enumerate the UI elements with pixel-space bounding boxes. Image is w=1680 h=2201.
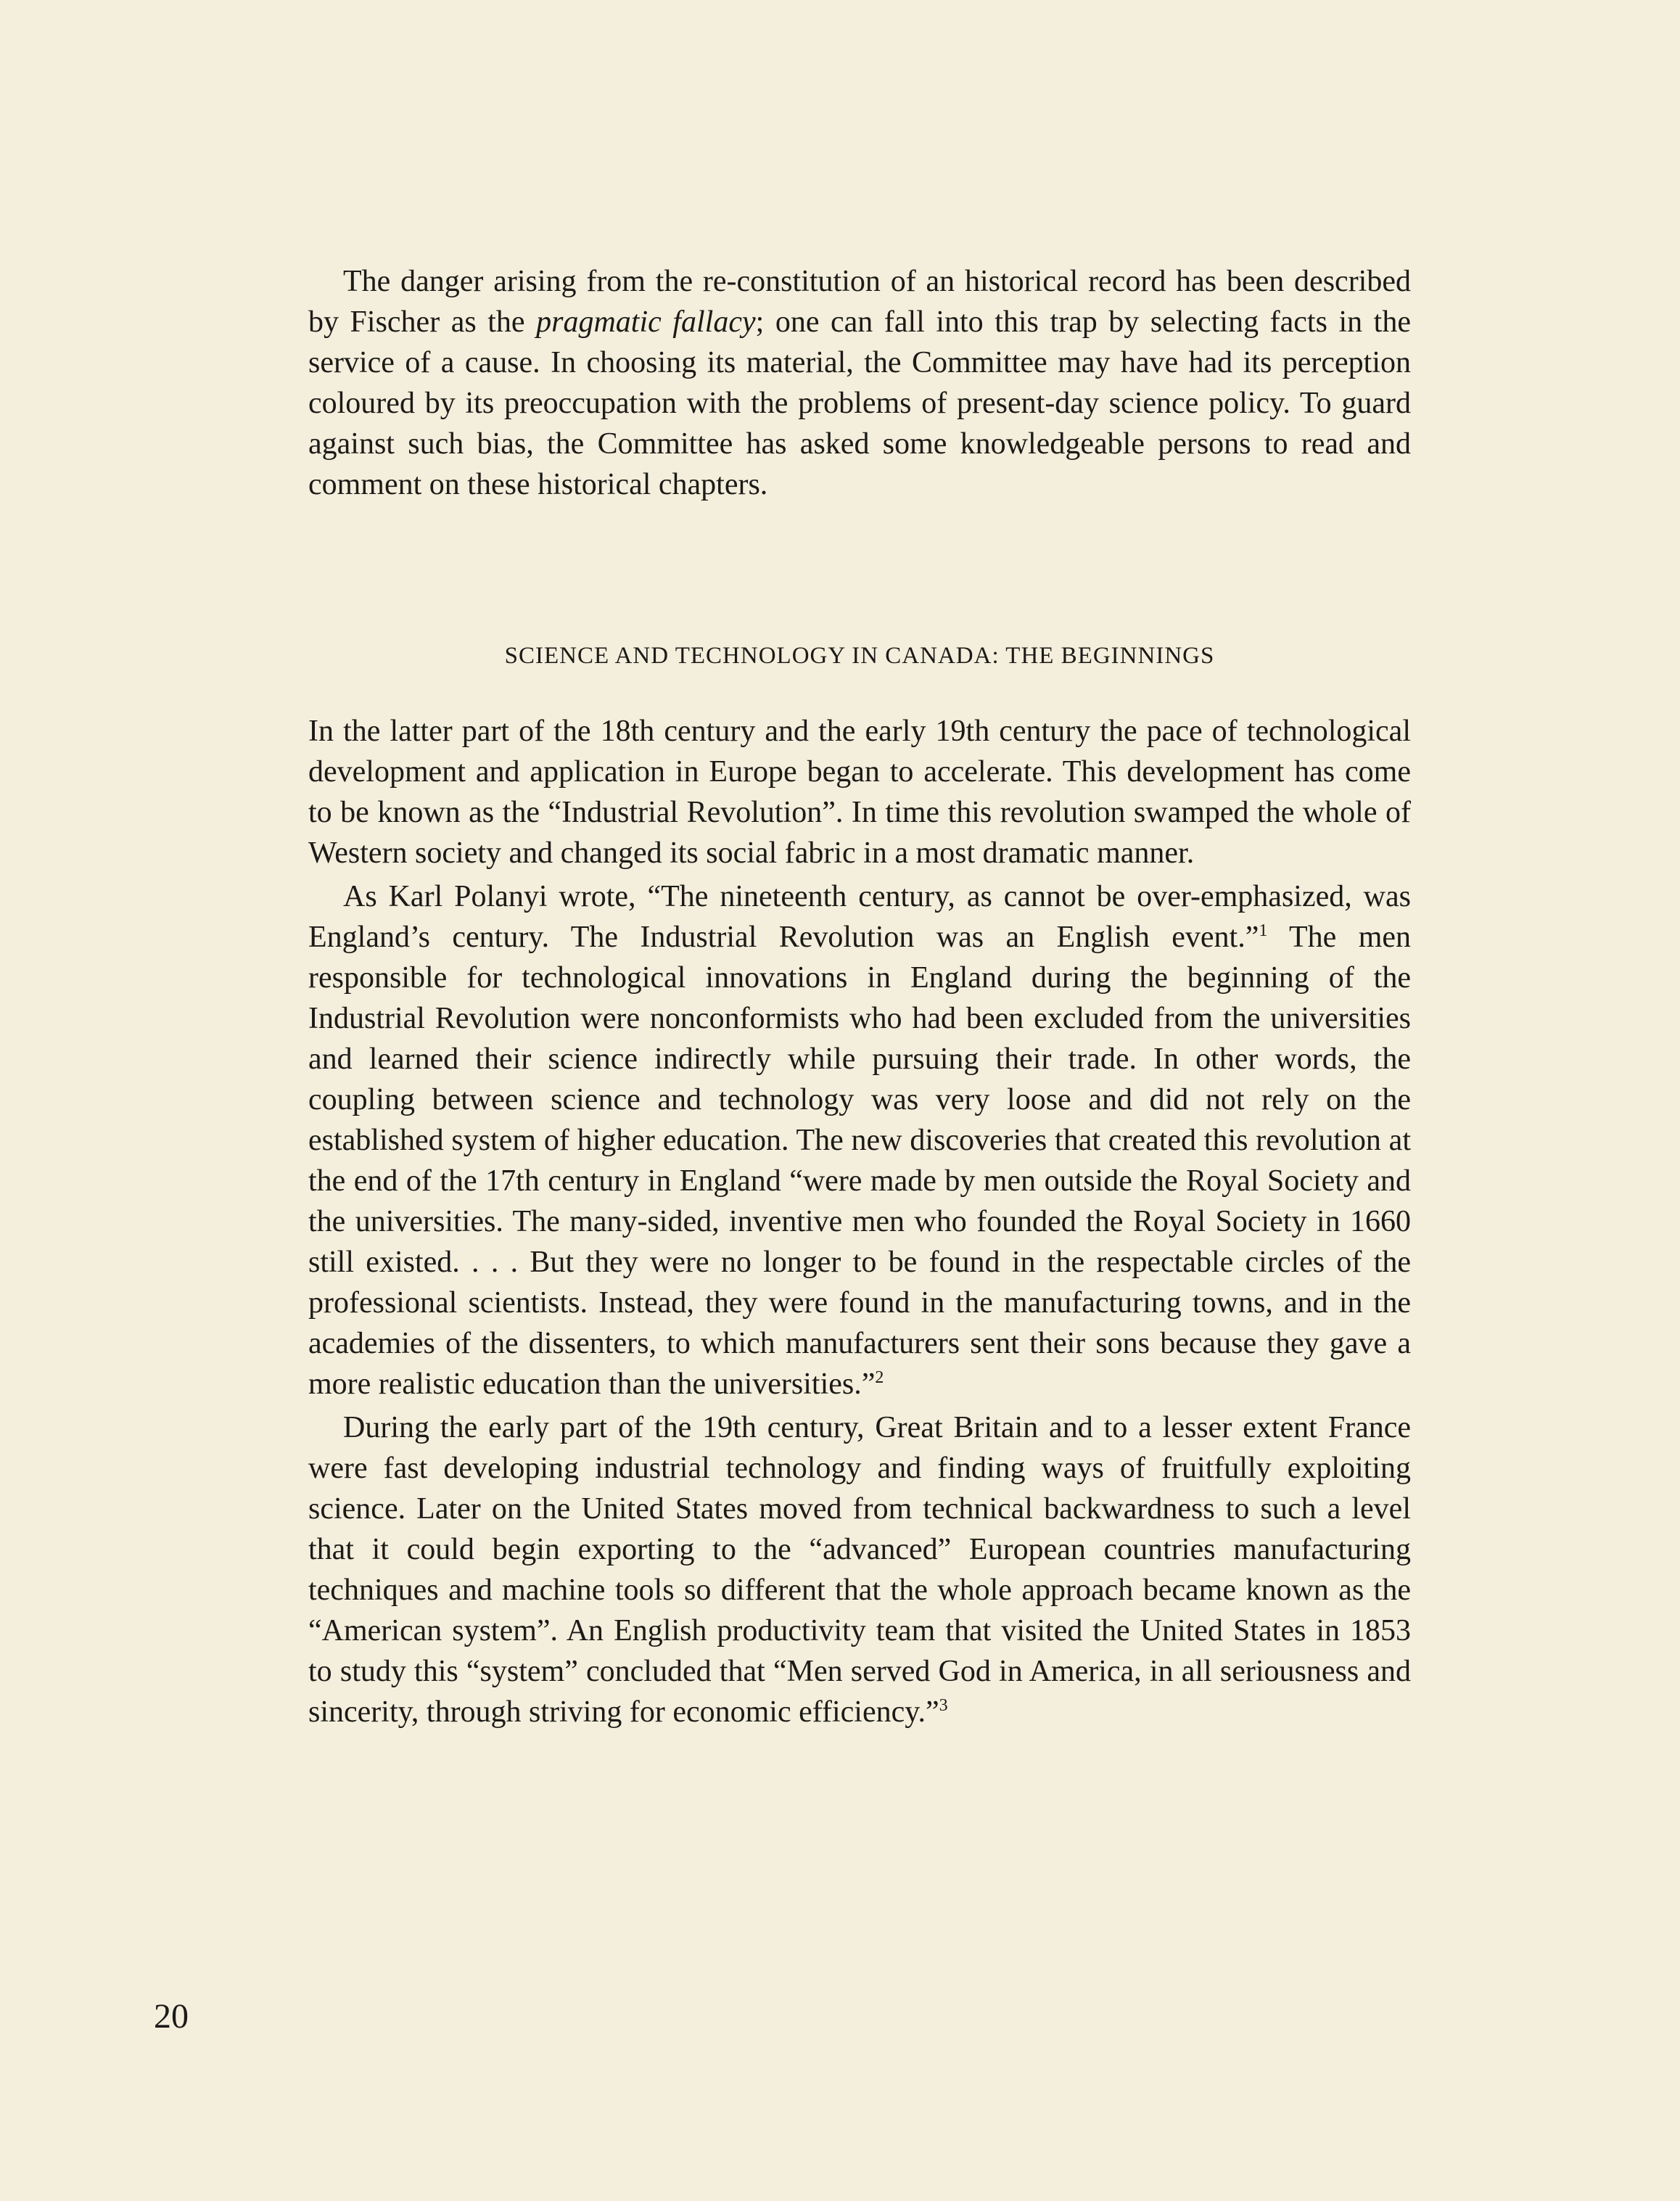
- intro-text-start: The danger arising from the re-constitution of an historical record has been described by Fischer as the: [308, 265, 1411, 339]
- paragraph-american-system: [308, 1407, 1411, 1732]
- intro-paragraph: [308, 261, 1411, 505]
- intro-paragraph-block: [308, 261, 1411, 505]
- footnote-marker-3: 3: [939, 1696, 948, 1715]
- paragraph-industrial-revolution: In the latter part of the 18th century and the early 19th century the pace of technological development and application in Europe began to accelerate. This development has come to be known as the “Industrial Revolution”. In time this revolution swamped the whole of Western society and changed its social fabric in a most dramatic manner.: [308, 715, 1411, 870]
- section-heading: SCIENCE AND TECHNOLOGY IN CANADA: THE BEGINNINGS: [504, 643, 1215, 669]
- polanyi-text-part-1: As Karl Polanyi wrote, “The nineteenth century, as cannot be over-emphasized, was England’s century. The Industrial Revolution was an English event.”: [308, 880, 1411, 954]
- intro-text-end: ; one can fall into this trap by selecting facts in the service of a cause. In choosing its material, the Committee may have had its perception coloured by its preoccupation with the problems of present-day science policy. To guard against such bias, the Committee has asked some knowledgeable persons to read and comment on these historical chapters.: [308, 305, 1411, 501]
- paragraph-polanyi: [308, 876, 1411, 1404]
- intro-emphasis: pragmatic fallacy: [536, 305, 756, 339]
- body-text-block: [308, 711, 1411, 1732]
- footnote-marker-1: 1: [1259, 921, 1268, 940]
- american-system-text: During the early part of the 19th century, Great Britain and to a lesser extent France were fast developing industrial technology and finding ways of fruitfully exploiting science. Later on the United States moved from technical backwardness to such a level that it could begin exporting to the “advanced” European countries manufacturing techniques and machine tools so different that the whole approach became known as the “American system”. An English productivity team that visited the United States in 1853 to study this “system” concluded that “Men served God in America, in all seriousness and sincerity, through striving for economic efficiency.”: [308, 1411, 1411, 1729]
- footnote-marker-2: 2: [875, 1368, 884, 1387]
- page-number: 20: [154, 1997, 189, 2036]
- polanyi-text-part-2: The men responsible for technological innovations in England during the beginning of the Industrial Revolution were nonconformists who had been excluded from the universities and learned their science indirectly while pursuing their trade. In other words, the coupling between science and technology was very loose and did not rely on the established system of higher education. The new discoveries that created this revolution at the end of the 17th century in England “were made by men outside the Royal Society and the universities. The many-sided, inventive men who founded the Royal Society in 1660 still existed. . . . But they were no longer to be found in the respectable circles of the professional scientists. Instead, they were found in the manufacturing towns, and in the academies of the dissenters, to which manufacturers sent their sons because they gave a more realistic education than the universities.”: [308, 921, 1412, 1401]
